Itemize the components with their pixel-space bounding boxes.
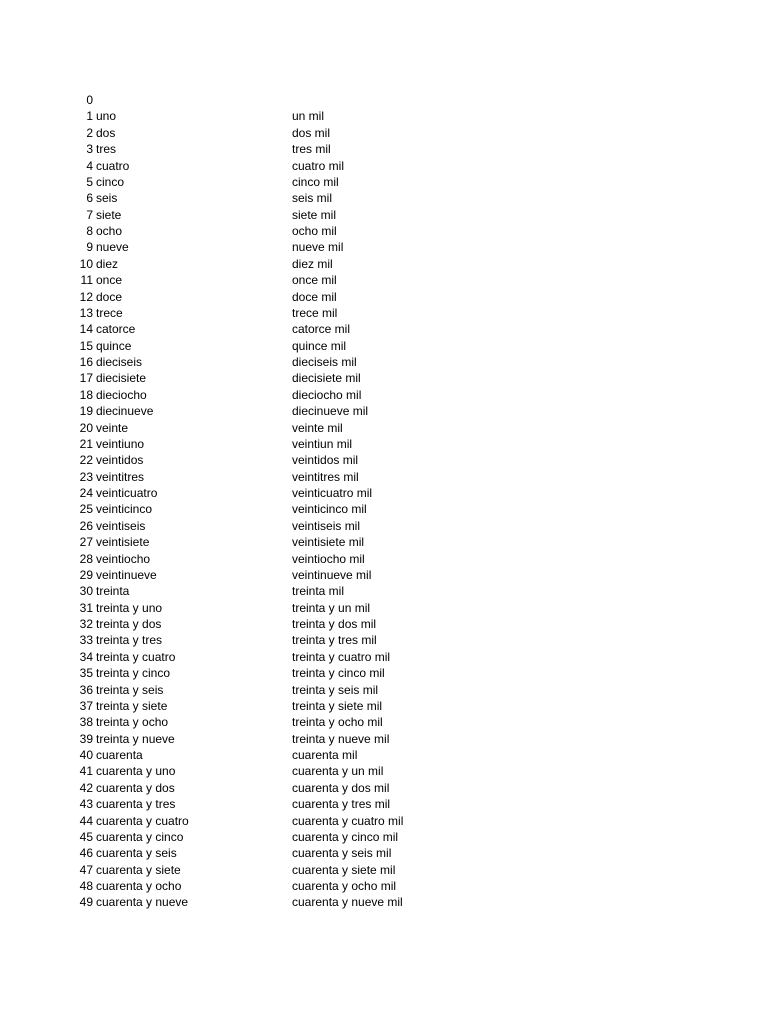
thousand-cell: cuarenta y tres mil	[292, 797, 391, 812]
table-row	[0, 534, 768, 550]
table-row	[0, 485, 768, 501]
word-cell: uno	[96, 109, 117, 124]
number-cell: 2	[86, 125, 93, 140]
table-row	[0, 370, 768, 386]
word-cell: dieciocho	[96, 387, 147, 402]
table-row	[0, 354, 768, 370]
word-cell: cuarenta y dos	[96, 780, 175, 795]
number-cell: 16	[79, 355, 93, 369]
thousand-cell: treinta y cinco mil	[292, 666, 385, 681]
word-cell: cuarenta y nueve	[96, 895, 189, 910]
table-row	[0, 223, 768, 239]
number-cell: 15	[79, 338, 93, 353]
thousand-cell: cuarenta y cinco mil	[292, 829, 399, 844]
table-row	[0, 518, 768, 534]
thousand-cell: catorce mil	[292, 322, 351, 337]
number-cell: 26	[79, 518, 93, 533]
table-row	[0, 763, 768, 779]
word-cell: dieciseis	[96, 355, 143, 369]
number-cell: 10	[79, 256, 93, 271]
thousand-cell: veinte mil	[292, 420, 343, 435]
word-cell: treinta y dos	[96, 617, 162, 631]
number-cell: 36	[79, 682, 93, 697]
word-cell: diecisiete	[96, 371, 147, 386]
word-cell: cuarenta y siete	[96, 862, 181, 877]
table-row	[0, 780, 768, 796]
number-cell: 14	[79, 322, 93, 337]
number-cell: 34	[79, 649, 93, 664]
word-cell: veintiuno	[96, 436, 145, 451]
thousand-cell: veintidos mil	[292, 453, 359, 468]
word-cell: veintitres	[96, 469, 145, 484]
word-cell: cuarenta y ocho	[96, 879, 182, 893]
thousand-cell: veintinueve mil	[292, 567, 372, 582]
number-cell: 39	[79, 731, 93, 746]
table-row	[0, 731, 768, 747]
word-cell: treinta y siete	[96, 698, 168, 713]
word-cell: siete	[96, 207, 122, 222]
number-cell: 4	[86, 158, 93, 173]
number-cell: 7	[86, 207, 93, 222]
thousand-cell: seis mil	[292, 191, 333, 206]
number-cell: 31	[79, 600, 93, 615]
number-cell: 8	[86, 224, 93, 238]
number-cell: 11	[80, 273, 93, 288]
number-cell: 46	[79, 846, 93, 861]
word-cell: cuarenta y uno	[96, 764, 176, 779]
table-row	[0, 174, 768, 190]
thousand-cell: diecisiete mil	[292, 371, 361, 386]
word-cell: treinta y seis	[96, 682, 164, 697]
table-row	[0, 403, 768, 419]
number-cell: 23	[79, 469, 93, 484]
word-cell: cuarenta y cuatro	[96, 813, 189, 828]
thousand-cell: cuarenta y un mil	[292, 764, 384, 779]
thousand-cell: treinta y nueve mil	[292, 731, 390, 746]
thousand-cell: cuarenta y siete mil	[292, 862, 396, 877]
table-row	[0, 387, 768, 403]
number-cell: 41	[79, 764, 93, 779]
table-row	[0, 698, 768, 714]
word-cell: veinte	[96, 420, 129, 435]
word-cell: tres	[96, 142, 117, 157]
number-cell: 12	[79, 289, 93, 304]
thousand-cell: siete mil	[292, 207, 337, 222]
table-row	[0, 796, 768, 812]
table-row	[0, 632, 768, 648]
table-row	[0, 272, 768, 288]
thousand-cell: ocho mil	[292, 224, 337, 238]
table-row	[0, 616, 768, 632]
thousand-cell: treinta y un mil	[292, 600, 371, 615]
number-cell: 27	[79, 535, 93, 550]
thousand-cell: treinta y seis mil	[292, 682, 379, 697]
word-cell: ocho	[96, 224, 123, 238]
word-cell: catorce	[96, 322, 136, 337]
number-cell: 22	[79, 453, 93, 468]
number-cell: 32	[79, 617, 93, 631]
thousand-cell: doce mil	[292, 289, 337, 304]
table-row	[0, 239, 768, 255]
word-cell: dos	[96, 125, 116, 140]
table-row	[0, 469, 768, 485]
table-row	[0, 108, 768, 124]
thousand-cell: treinta mil	[292, 584, 345, 599]
number-cell: 42	[79, 780, 93, 795]
thousand-cell: veintisiete mil	[292, 535, 365, 550]
table-row	[0, 583, 768, 599]
thousand-cell: treinta y siete mil	[292, 698, 383, 713]
number-cell: 25	[79, 502, 93, 517]
table-row	[0, 190, 768, 206]
number-cell: 19	[79, 404, 93, 419]
word-cell: treinta y uno	[96, 600, 163, 615]
table-row	[0, 207, 768, 223]
word-cell: veintiocho	[96, 551, 151, 566]
number-cell: 43	[79, 797, 93, 812]
word-cell: seis	[96, 191, 118, 206]
number-cell: 3	[86, 142, 93, 157]
thousand-cell: veintiocho mil	[292, 551, 365, 566]
number-cell: 37	[79, 698, 93, 713]
number-cell: 33	[79, 633, 93, 648]
word-cell: veinticinco	[96, 502, 153, 517]
word-cell: diecinueve	[96, 404, 154, 419]
number-cell: 29	[79, 567, 93, 582]
table-row	[0, 714, 768, 730]
table-row	[0, 338, 768, 354]
thousand-cell: diecinueve mil	[292, 404, 369, 419]
number-cell: 13	[79, 305, 93, 320]
word-cell: veintinueve	[96, 567, 157, 582]
word-cell: treinta	[96, 584, 130, 599]
table-row	[0, 649, 768, 665]
thousand-cell: cinco mil	[292, 174, 339, 189]
table-row	[0, 567, 768, 583]
word-cell: veintidos	[96, 453, 144, 468]
table-row	[0, 682, 768, 698]
table-row	[0, 158, 768, 174]
word-cell: treinta y cuatro	[96, 649, 176, 664]
word-cell: veintisiete	[96, 535, 150, 550]
word-cell: cinco	[96, 174, 125, 189]
thousand-cell: cuatro mil	[292, 158, 345, 173]
table-row	[0, 813, 768, 829]
thousand-cell: dos mil	[292, 125, 331, 140]
table-row	[0, 289, 768, 305]
word-cell: trece	[96, 305, 123, 320]
word-cell: diez	[96, 256, 119, 271]
table-row	[0, 665, 768, 681]
thousand-cell: cuarenta y seis mil	[292, 846, 392, 861]
word-cell: treinta y nueve	[96, 731, 175, 746]
table-row	[0, 747, 768, 763]
table-row	[0, 600, 768, 616]
thousand-cell: tres mil	[292, 142, 331, 157]
thousand-cell: treinta y ocho mil	[292, 715, 383, 730]
number-cell: 45	[79, 829, 93, 844]
number-table	[0, 92, 768, 911]
table-row	[0, 551, 768, 567]
thousand-cell: cuarenta mil	[292, 748, 358, 762]
thousand-cell: trece mil	[292, 305, 338, 320]
table-row	[0, 878, 768, 894]
thousand-cell: cuarenta y cuatro mil	[292, 813, 404, 828]
word-cell: treinta y tres	[96, 633, 163, 648]
number-cell: 0	[86, 93, 93, 107]
thousand-cell: veintitres mil	[292, 469, 359, 484]
number-cell: 9	[86, 240, 93, 255]
table-row	[0, 862, 768, 878]
word-cell: treinta y ocho	[96, 715, 169, 730]
number-cell: 40	[79, 748, 93, 762]
thousand-cell: dieciocho mil	[292, 387, 362, 402]
word-cell: treinta y cinco	[96, 666, 171, 681]
table-row	[0, 305, 768, 321]
thousand-cell: nueve mil	[292, 240, 344, 255]
number-cell: 44	[79, 813, 93, 828]
table-row	[0, 92, 768, 108]
table-row	[0, 845, 768, 861]
word-cell: veintiseis	[96, 518, 146, 533]
thousand-cell: veintiseis mil	[292, 518, 361, 533]
thousand-cell: diez mil	[292, 256, 333, 271]
thousand-cell: quince mil	[292, 338, 347, 353]
thousand-cell: veinticuatro mil	[292, 486, 373, 500]
number-cell: 21	[79, 436, 93, 451]
thousand-cell: once mil	[292, 273, 337, 288]
table-row	[0, 436, 768, 452]
word-cell: quince	[96, 338, 132, 353]
number-cell: 30	[79, 584, 93, 599]
table-row	[0, 125, 768, 141]
word-cell: cuatro	[96, 158, 130, 173]
number-cell: 24	[79, 486, 93, 500]
thousand-cell: cuarenta y dos mil	[292, 780, 390, 795]
thousand-cell: un mil	[292, 109, 325, 124]
table-row	[0, 420, 768, 436]
word-cell: cuarenta	[96, 748, 143, 762]
number-cell: 38	[79, 715, 93, 730]
table-row	[0, 501, 768, 517]
number-cell: 5	[86, 174, 93, 189]
number-cell: 18	[79, 387, 93, 402]
table-row	[0, 256, 768, 272]
table-row	[0, 141, 768, 157]
number-cell: 17	[79, 371, 93, 386]
table-row	[0, 452, 768, 468]
thousand-cell: treinta y tres mil	[292, 633, 377, 648]
thousand-cell: treinta y dos mil	[292, 617, 377, 631]
number-cell: 47	[79, 862, 93, 877]
number-cell: 28	[79, 551, 93, 566]
number-cell: 48	[79, 879, 93, 893]
number-cell: 1	[86, 109, 93, 124]
word-cell: once	[96, 273, 123, 288]
thousand-cell: dieciseis mil	[292, 355, 357, 369]
word-cell: veinticuatro	[96, 486, 158, 500]
thousand-cell: cuarenta y nueve mil	[292, 895, 403, 910]
table-row	[0, 321, 768, 337]
thousand-cell: veintiun mil	[292, 436, 353, 451]
number-cell: 20	[79, 420, 93, 435]
word-cell: cuarenta y cinco	[96, 829, 184, 844]
number-cell: 6	[86, 191, 93, 206]
word-cell: cuarenta y seis	[96, 846, 177, 861]
number-cell: 35	[79, 666, 93, 681]
word-cell: cuarenta y tres	[96, 797, 176, 812]
table-row	[0, 894, 768, 910]
number-cell: 49	[79, 895, 93, 910]
word-cell: nueve	[96, 240, 129, 255]
word-cell: doce	[96, 289, 123, 304]
table-row	[0, 829, 768, 845]
thousand-cell: treinta y cuatro mil	[292, 649, 391, 664]
thousand-cell: veinticinco mil	[292, 502, 367, 517]
thousand-cell: cuarenta y ocho mil	[292, 879, 397, 893]
